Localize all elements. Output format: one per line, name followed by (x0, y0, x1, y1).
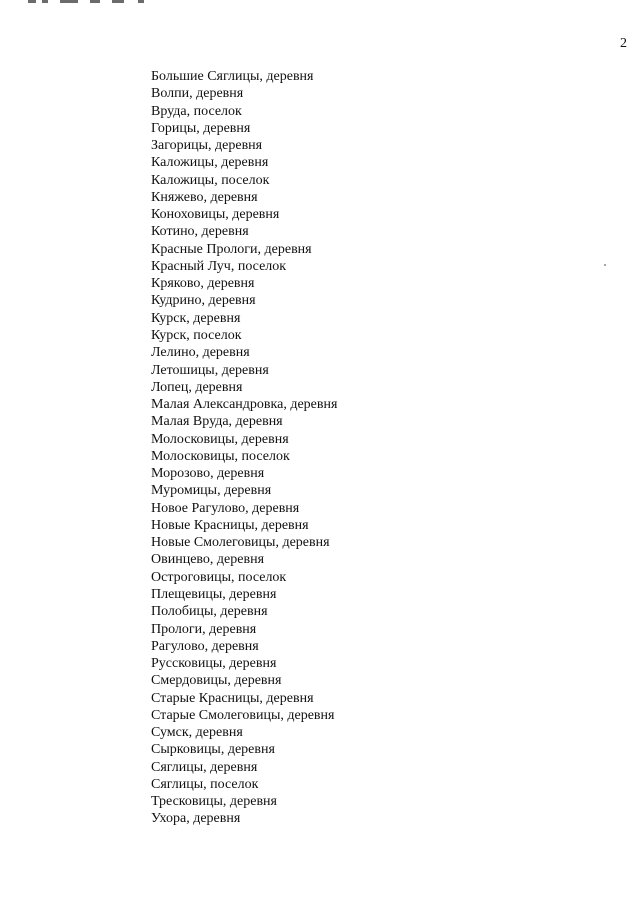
settlement-item: Красные Прологи, деревня (151, 241, 312, 257)
settlement-item: Смердовицы, деревня (151, 673, 282, 689)
settlement-item: Большие Сяглицы, деревня (151, 69, 314, 84)
settlement-item: Волпи, деревня (151, 86, 244, 102)
settlement-item: Молосковицы, деревня (151, 431, 289, 447)
settlement-item: Сяглицы, деревня (151, 759, 258, 775)
settlement-item: Овинцево, деревня (151, 552, 265, 568)
settlement-item: Княжево, деревня (151, 189, 258, 205)
settlement-item: Лелино, деревня (151, 345, 250, 361)
settlement-item: Курск, деревня (151, 310, 241, 326)
settlement-item: Плещевицы, деревня (151, 586, 277, 602)
settlement-item: Каложицы, поселок (151, 172, 270, 188)
settlement-item: Сырковицы, деревня (151, 742, 275, 758)
settlement-item: Кудрино, деревня (151, 293, 256, 309)
settlement-item: Рагулово, деревня (151, 638, 259, 654)
settlement-list (151, 68, 337, 828)
settlement-item: Муромицы, деревня (151, 483, 272, 499)
settlement-item: Новое Рагулово, деревня (151, 500, 300, 516)
settlement-item: Кряково, деревня (151, 276, 255, 292)
settlement-item: Коноховицы, деревня (151, 207, 280, 223)
settlement-item: Вруда, поселок (151, 103, 242, 119)
settlement-item: Русcковицы, деревня (151, 656, 277, 672)
settlement-item: Ухора, деревня (151, 811, 241, 827)
settlement-item: Молосковицы, поселок (151, 448, 290, 464)
settlement-item: Сумск, деревня (151, 725, 243, 741)
settlement-item: Старые Красницы, деревня (151, 690, 314, 706)
scan-speck (604, 264, 606, 266)
settlement-item: Курск, поселок (151, 327, 242, 343)
settlement-item: Сяглицы, поселок (151, 776, 259, 792)
settlement-item: Полобицы, деревня (151, 604, 268, 620)
settlement-item: Новые Смолеговицы, деревня (151, 535, 330, 551)
settlement-item: Загорицы, деревня (151, 138, 263, 154)
settlement-item: Малая Александровка, деревня (151, 397, 338, 413)
settlement-item: Морозово, деревня (151, 466, 265, 482)
settlement-item: Каложицы, деревня (151, 155, 269, 171)
settlement-item: Летошицы, деревня (151, 362, 269, 378)
settlement-item: Остроговицы, поселок (151, 569, 287, 585)
settlement-item: Прологи, деревня (151, 621, 257, 637)
settlement-item: Новые Красницы, деревня (151, 517, 309, 533)
settlement-item: Малая Вруда, деревня (151, 414, 283, 430)
settlement-item: Старые Смолеговицы, деревня (151, 707, 335, 723)
page-number: 2 (620, 36, 627, 51)
settlement-item: Красный Луч, поселок (151, 258, 287, 274)
settlement-item: Лопец, деревня (151, 379, 243, 395)
scan-artifact-top (28, 0, 158, 4)
settlement-item: Тресковицы, деревня (151, 794, 277, 810)
settlement-item: Горицы, деревня (151, 120, 251, 136)
settlement-item: Котино, деревня (151, 224, 249, 240)
